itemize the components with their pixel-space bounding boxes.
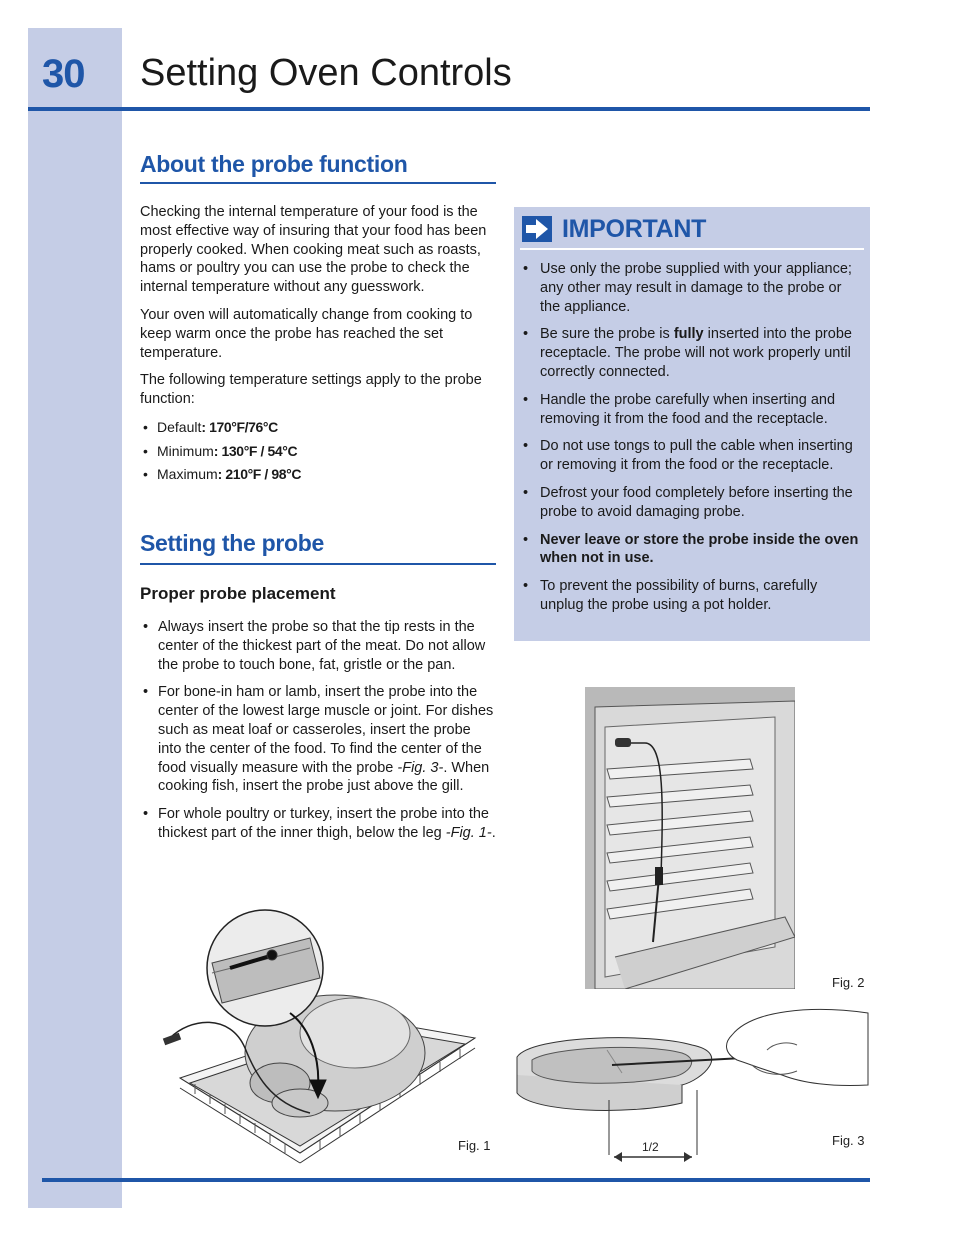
- figure-3-caption: Fig. 3: [832, 1133, 865, 1148]
- spec-value: : 210°F / 98°C: [217, 466, 302, 483]
- placement-subheading: Proper probe placement: [140, 584, 336, 603]
- setting-heading-rule: [140, 563, 496, 565]
- spec-label: Default: [157, 418, 202, 435]
- figure-1-turkey-illustration: [160, 908, 480, 1170]
- list-item: [520, 484, 864, 522]
- spec-label: Maximum: [157, 466, 218, 483]
- page-sidebar: [28, 28, 122, 1208]
- list-item: [520, 437, 864, 475]
- list-item-text: Be sure the probe is: [540, 326, 674, 343]
- important-title: IMPORTANT: [562, 215, 707, 243]
- about-heading-rule: [140, 182, 496, 184]
- list-item-text: Do not use tongs to pull the cable when inserting or removing it from the food or the receptacle.: [540, 438, 853, 474]
- warning-text: Never leave or store the probe inside the oven when not in use.: [540, 531, 859, 567]
- emphasis-text: fully: [673, 326, 704, 343]
- about-body: [140, 203, 498, 489]
- footer-rule: [42, 1178, 870, 1182]
- list-item: [140, 683, 498, 796]
- about-paragraph-3: The following temperature settings apply to the probe function:: [140, 372, 482, 408]
- about-paragraph-2: Your oven will automatically change from cooking to keep warm once the probe has reached the set temperature.: [140, 306, 473, 361]
- spec-maximum: [140, 465, 498, 484]
- list-item-text: .: [491, 824, 496, 841]
- about-heading: About the probe function: [140, 151, 408, 177]
- important-box: [514, 207, 870, 641]
- list-item: [140, 618, 498, 674]
- list-item-text: Handle the probe carefully when inserting and removing it from the food and the receptacle.: [540, 391, 836, 427]
- spec-value: : 130°F / 54°C: [213, 442, 298, 459]
- list-item-text: Use only the probe supplied with your appliance; any other may result in damage to the probe or the appliance.: [540, 261, 852, 315]
- spec-label: Minimum: [157, 442, 214, 459]
- temperature-settings-list: [140, 418, 498, 484]
- list-item-text: Always insert the probe so that the tip rests in the center of the thickest part of the meat. Do not allow the probe to touch bone, fat, gristle or the pan.: [158, 619, 486, 673]
- list-item: [520, 391, 864, 429]
- figure-2-oven-interior: [585, 687, 795, 989]
- list-item: [520, 531, 864, 569]
- header-rule: [28, 107, 870, 111]
- figure-2-caption: Fig. 2: [832, 975, 865, 990]
- setting-heading: Setting the probe: [140, 530, 325, 556]
- figure-reference: -Fig. 1-: [445, 824, 492, 841]
- list-item: [140, 805, 498, 843]
- list-item-text: For whole poultry or turkey, insert the probe into the thickest part of the inner thigh, below the leg: [158, 806, 489, 841]
- figure-reference: -Fig. 3-: [397, 759, 444, 776]
- list-item: [520, 260, 864, 316]
- about-paragraph-1: Checking the internal temperature of your food is the most effective way of insuring that your food has been properly cooked. When cooking meat such as roasts, hams or poultry you can use the probe to check the internal temperature without any guesswork.: [140, 204, 487, 296]
- figure-3-measurement-label: 1/2: [642, 1140, 659, 1154]
- spec-default: [140, 418, 498, 437]
- figure-3-steak-illustration: [512, 1005, 870, 1165]
- arrow-right-icon: [522, 216, 552, 242]
- list-item-text: . When cooking fish, insert the probe just above the gill.: [158, 759, 490, 795]
- list-item-text: To prevent the possibility of burns, carefully unplug the probe using a pot holder.: [540, 578, 818, 613]
- page-title: Setting Oven Controls: [140, 52, 512, 94]
- list-item-text: For bone-in ham or lamb, insert the probe into the center of the lowest large muscle or joint. For dishes such as meat loaf or casseroles, insert the probe into the center of the food. To find the center of the food visually measure with the probe: [158, 684, 494, 776]
- spec-minimum: [140, 442, 498, 461]
- important-list: [520, 260, 864, 624]
- placement-list: [140, 618, 498, 852]
- list-item-text: inserted into the probe receptacle. The probe will not work properly until correctly connected.: [540, 326, 852, 380]
- list-item-text: Defrost your food completely before inserting the probe to avoid damaging probe.: [540, 484, 853, 520]
- page-number: 30: [42, 52, 85, 96]
- figure-1-caption: Fig. 1: [458, 1138, 491, 1153]
- list-item: [520, 325, 864, 381]
- list-item: [520, 577, 864, 615]
- important-rule: [520, 248, 864, 250]
- spec-value: : 170°F/76°C: [201, 418, 278, 435]
